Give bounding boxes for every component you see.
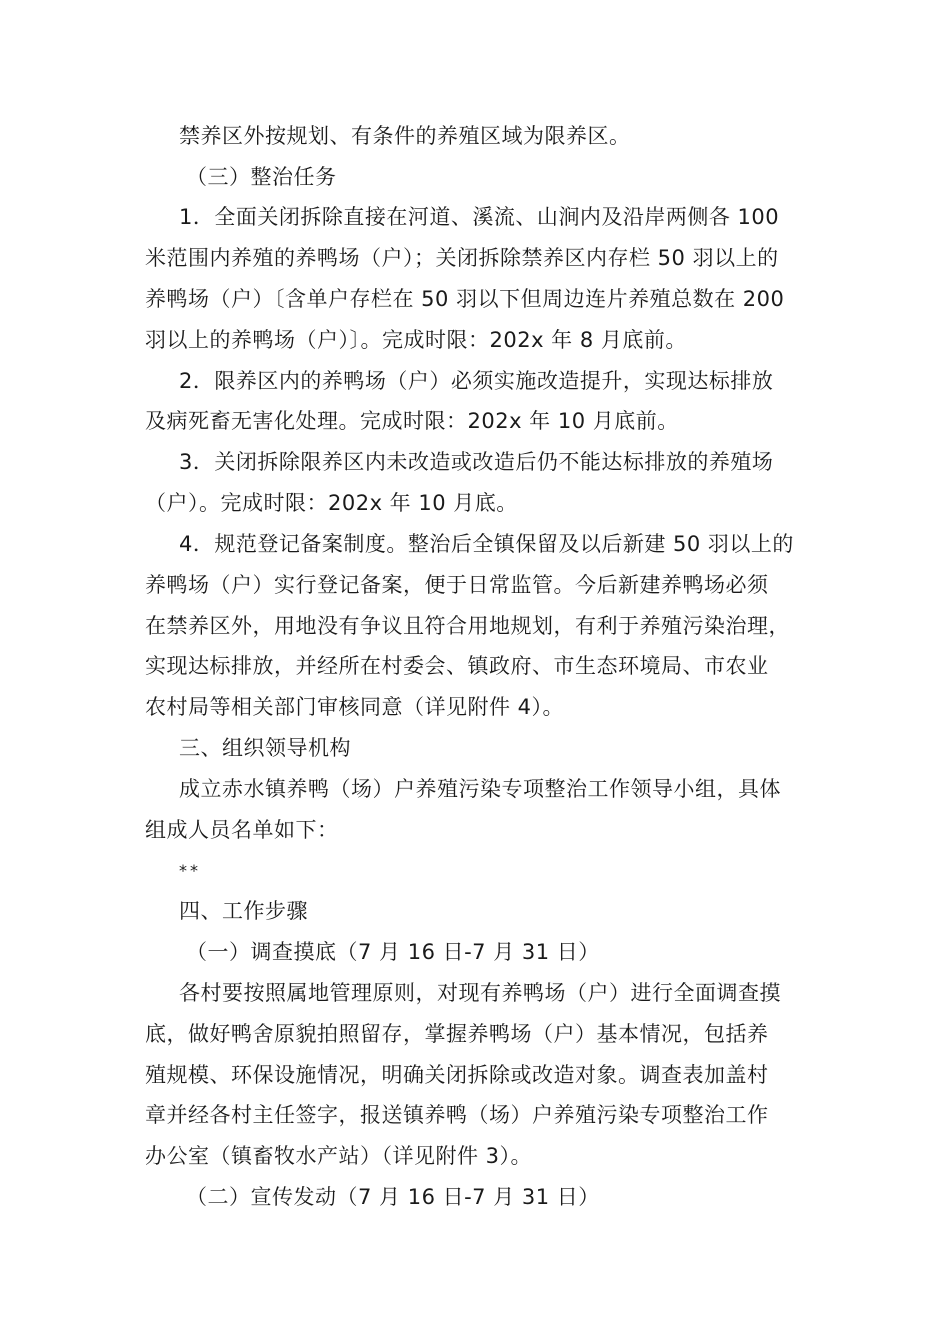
section-heading: 三、组织领导机构	[179, 736, 351, 760]
paragraph-line: 4．规范登记备案制度。整治后全镇保留及以后新建 50 羽以上的	[179, 532, 794, 556]
paragraph-line: 养鸭场（户）实行登记备案，便于日常监管。今后新建养鸭场必须	[145, 573, 769, 597]
section-heading: （二）宣传发动（7 月 16 日-7 月 31 日）	[186, 1185, 600, 1209]
paragraph-line: 1．全面关闭拆除直接在河道、溪流、山涧内及沿岸两侧各 100	[179, 205, 780, 229]
section-heading: 四、工作步骤	[179, 899, 308, 923]
paragraph-line: 组成人员名单如下：	[145, 818, 339, 842]
paragraph-line: 羽以上的养鸭场（户）〕。完成时限：202x 年 8 月底前。	[145, 328, 687, 352]
paragraph-line: 成立赤水镇养鸭（场）户养殖污染专项整治工作领导小组，具体	[179, 777, 781, 801]
paragraph-line: 实现达标排放，并经所在村委会、镇政府、市生态环境局、市农业	[145, 654, 769, 678]
paragraph-line: 及病死畜无害化处理。完成时限：202x 年 10 月底前。	[145, 409, 679, 433]
paragraph-line: 禁养区外按规划、有条件的养殖区域为限养区。	[179, 124, 631, 148]
paragraph-line: 在禁养区外，用地没有争议且符合用地规划，有利于养殖污染治理，	[145, 614, 790, 638]
placeholder-marker: **	[179, 861, 201, 880]
paragraph-line: 章并经各村主任签字，报送镇养鸭（场）户养殖污染专项整治工作	[145, 1103, 769, 1127]
paragraph-line: 底，做好鸭舍原貌拍照留存，掌握养鸭场（户）基本情况，包括养	[145, 1022, 769, 1046]
paragraph-line: 米范围内养殖的养鸭场（户）；关闭拆除禁养区内存栏 50 羽以上的	[145, 246, 779, 270]
paragraph-line: 3．关闭拆除限养区内未改造或改造后仍不能达标排放的养殖场	[179, 450, 774, 474]
paragraph-line: 养鸭场（户）〔含单户存栏在 50 羽以下但周边连片养殖总数在 200	[145, 287, 785, 311]
section-heading: （一）调查摸底（7 月 16 日-7 月 31 日）	[186, 940, 600, 964]
section-heading: （三）整治任务	[186, 165, 337, 189]
paragraph-line: 农村局等相关部门审核同意（详见附件 4）。	[145, 695, 565, 719]
paragraph-line: 殖规模、环保设施情况，明确关闭拆除或改造对象。调查表加盖村	[145, 1063, 769, 1087]
paragraph-line: （户）。完成时限：202x 年 10 月底。	[145, 491, 518, 515]
paragraph-line: 2．限养区内的养鸭场（户）必须实施改造提升，实现达标排放	[179, 369, 774, 393]
paragraph-line: 各村要按照属地管理原则，对现有养鸭场（户）进行全面调查摸	[179, 981, 781, 1005]
paragraph-line: 办公室（镇畜牧水产站）（详见附件 3）。	[145, 1144, 533, 1168]
